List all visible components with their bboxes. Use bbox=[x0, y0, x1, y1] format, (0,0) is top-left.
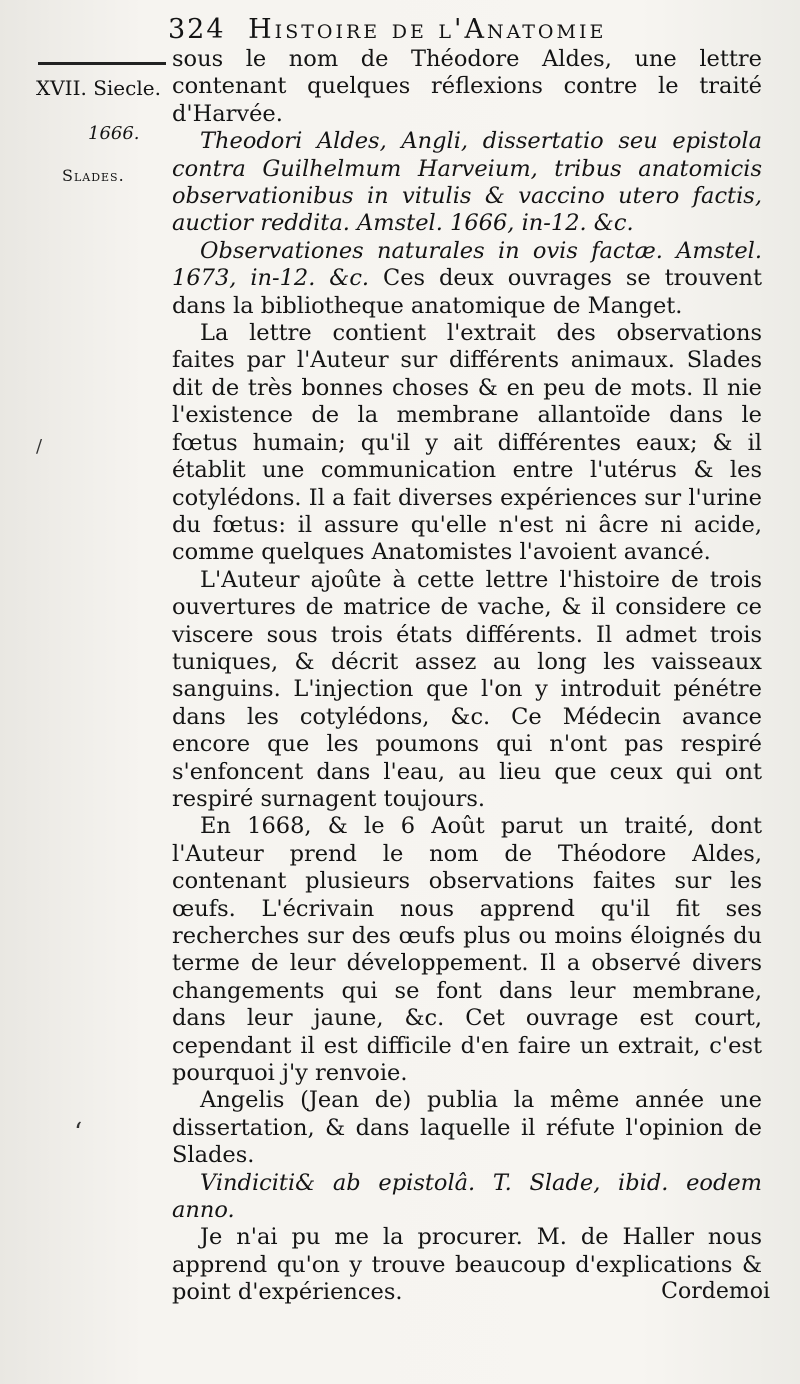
margin-rule bbox=[38, 62, 166, 65]
paragraph: Angelis (Jean de) publia la même année une dissertation, & dans laquelle il réfute l'opinion de Slades. bbox=[172, 1087, 762, 1169]
paragraph-citation: Vindiciti& ab epistolâ. T. Slade, ibid. eodem anno. bbox=[172, 1169, 762, 1224]
running-title: Histoire de l'Anatomie bbox=[248, 14, 607, 45]
paragraph: sous le nom de Théodore Aldes, une lettre contenant quelques réflexions contre le traité d'Harvée. bbox=[172, 46, 762, 127]
margin-year: 1666. bbox=[88, 123, 140, 144]
paragraph: L'Auteur ajoûte à cette lettre l'histoire de trois ouvertures de matrice de vache, & il considere ce viscere sous trois états différents. Il admet trois tuniques, & décrit assez au long les vaisseaux sanguins. L'injection que l'on y introduit pénétre dans les cotylédons, &c. Ce Médecin avance encore que les poumons qui n'ont pas respiré s'enfoncent dans l'eau, au lieu que ceux qui ont respiré surnagent toujours. bbox=[172, 566, 762, 812]
paragraph: Je n'ai pu me la procurer. M. de Haller nous apprend qu'on y trouve beaucoup d'explications & point d'expériences. bbox=[172, 1224, 762, 1306]
body-text bbox=[172, 46, 762, 1307]
paragraph: La lettre contient l'extrait des observations faites par l'Auteur sur différents animaux. Slades dit de très bonnes choses & en peu de mots. Il nie l'existence de la membrane allantoïde dans le fœtus humain; qu'il y ait différentes eaux; & il établit une communication entre l'utérus & les cotylédons. Il a fait diverses expériences sur l'urine du fœtus: il assure qu'elle n'est ni âcre ni acide, comme quelques Anatomistes l'avoient avancé. bbox=[172, 320, 762, 566]
citation: Observationes naturales in ovis factæ. Amstel. 1673, in-12. &c. bbox=[172, 237, 762, 292]
margin-name: Slades. bbox=[62, 166, 125, 185]
paragraph: En 1668, & le 6 Août parut un traité, dont l'Auteur prend le nom de Théodore Aldes, contenant plusieurs observations faites sur les œufs. L'écrivain nous apprend qu'il fit ses recherches sur des œufs plus ou moins éloignés du terme de leur développement. Il a observé divers changements qui se font dans leur membrane, dans leur jaune, &c. Cet ouvrage est court, cependant il est difficile d'en faire un extrait, c'est pourquoi j'y renvoie. bbox=[172, 813, 762, 1087]
catchword: Cordemoi bbox=[661, 1279, 770, 1304]
ink-mark: ‘ bbox=[74, 1118, 83, 1148]
citation-note: Ces deux ouvrages se trouvent dans la bibliotheque anatomique de Manget. bbox=[172, 265, 762, 319]
ink-mark: / bbox=[36, 436, 43, 457]
page-number: 324 bbox=[168, 14, 226, 45]
margin-century: XVII. Siecle. bbox=[36, 76, 161, 100]
paragraph bbox=[172, 238, 762, 320]
page-header bbox=[168, 10, 768, 50]
paragraph-citation: Theodori Aldes, Angli, dissertatio seu epistola contra Guilhelmum Harveium, tribus anatomicis observationibus in vitulis & vaccino utero factis, auctior reddita. Amstel. 1666, in-12. &c. bbox=[172, 128, 762, 237]
